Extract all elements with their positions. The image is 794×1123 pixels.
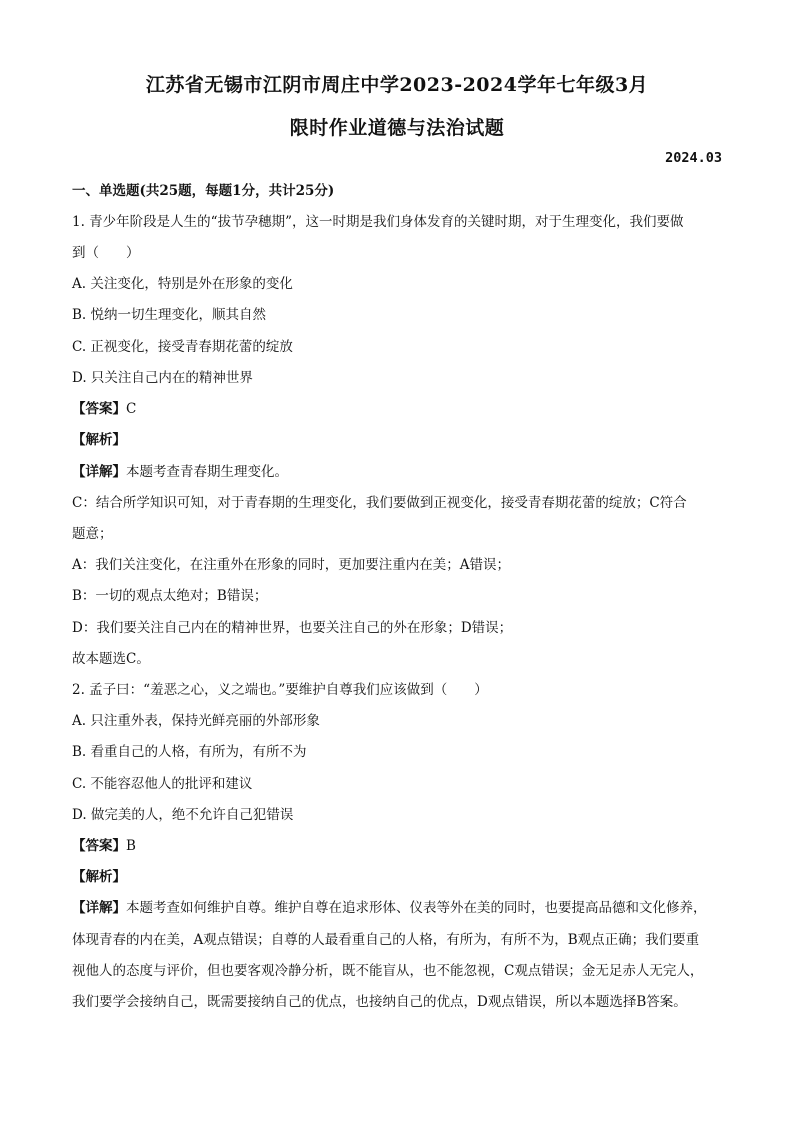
q1-answer-row [72,399,136,419]
q2-answer-row [72,836,136,856]
q2-option-c: C. 不能容忍他人的批评和建议 [72,776,253,792]
q2-detail-line4: 我们要学会接纳自己，既需要接纳自己的优点，也接纳自己的优点，D观点错误，所以本题选择B答案。 [72,994,687,1010]
q2-analysis-tag: 【解析】 [72,869,126,885]
q1-detail-a: A：我们关注变化，在注重外在形象的同时，更加要注重内在美；A错误； [72,557,510,573]
q2-answer-value: B [126,838,136,854]
q1-detail-intro: 本题考查青春期生理变化。 [126,464,288,480]
section-heading: 一、单选题(共25题，每题1分，共计25分) [72,183,335,199]
q2-detail-text-1: 本题考查如何维护自尊。维护自尊在追求形体、仪表等外在美的同时，也要提高品德和文化修养， [126,900,707,916]
q2-detail-line1 [72,898,707,918]
document-title-line2: 限时作业道德与法治试题 [289,117,505,139]
q1-detail-row [72,462,288,482]
q1-option-d: D. 只关注自己内在的精神世界 [72,370,253,386]
q1-answer-value: C [126,401,137,417]
q2-detail-line3: 视他人的态度与评价，但也要客观冷静分析，既不能盲从，也不能忽视，C观点错误；金无足赤人无完人， [72,963,704,979]
q1-option-b: B. 悦纳一切生理变化，顺其自然 [72,307,267,323]
q2-option-a: A. 只注重外表，保持光鲜亮丽的外部形象 [72,713,320,729]
q2-option-d: D. 做完美的人，绝不允许自己犯错误 [72,807,294,823]
q1-detail-c-line1: C：结合所学知识可知，对于青春期的生理变化，我们要做到正视变化，接受青春期花蕾的绽放；C符合 [72,495,687,511]
document-date: 2024.03 [665,150,722,166]
q1-stem-line2: 到（ ） [72,245,140,261]
q2-detail-line2: 体现青春的内在美，A观点错误；自尊的人最看重自己的人格，有所为，有所不为，B观点正确；我们要重 [72,932,700,948]
q1-detail-b: B：一切的观点太绝对；B错误； [72,588,268,604]
q2-detail-tag: 【详解】 [72,900,126,916]
q1-answer-tag: 【答案】 [72,401,126,417]
q2-answer-tag: 【答案】 [72,838,126,854]
q1-detail-tag: 【详解】 [72,464,126,480]
q1-conclusion: 故本题选C。 [72,651,150,667]
document-title-line1: 江苏省无锡市江阴市周庄中学2023-2024学年七年级3月 [145,74,649,96]
q1-detail-d: D：我们要关注自己内在的精神世界，也要关注自己的外在形象；D错误； [72,620,513,636]
q2-option-b: B. 看重自己的人格，有所为，有所不为 [72,744,307,760]
q1-analysis-tag: 【解析】 [72,432,126,448]
q1-detail-c-line2: 题意； [72,526,113,542]
q2-stem: 2. 孟子曰：“羞恶之心，义之端也。”要维护自尊我们应该做到（ ） [72,682,488,698]
q1-stem-line1: 1. 青少年阶段是人生的“拔节孕穗期”，这一时期是我们身体发育的关键时期，对于生理变化，我们要做 [72,214,684,230]
q1-option-a: A. 关注变化，特别是外在形象的变化 [72,276,293,292]
q1-option-c: C. 正视变化，接受青春期花蕾的绽放 [72,339,293,355]
